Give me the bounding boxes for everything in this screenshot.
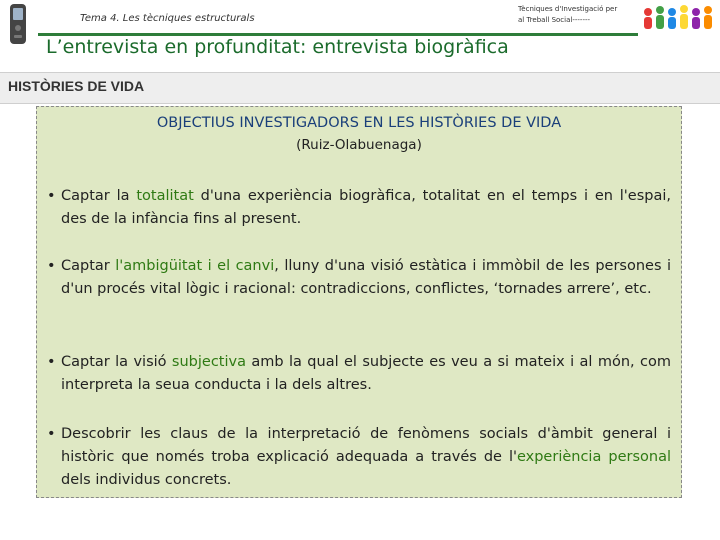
bullet-item: • Captar l'ambigüitat i el canvi, lluny d'una visió estàtica i immòbil de les persones i d'un procés vital lògic i racional: contradiccions, conflictes, ‘tornades arrere’, etc. — [49, 255, 671, 301]
box-subtitle: (Ruiz-Olabuenaga) — [296, 137, 422, 153]
voice-recorder-icon — [6, 2, 30, 46]
bullet-item: • Captar la totalitat d'una experiència biogràfica, totalitat en el temps i en l'espai, des de la infància fins al present. — [49, 185, 671, 231]
section-heading: HISTÒRIES DE VIDA — [8, 78, 145, 94]
page-title: L’entrevista en profunditat: entrevista biogràfica — [46, 36, 509, 58]
people-group-icon — [640, 0, 720, 34]
bullet-item: • Captar la visió subjectiva amb la qual el subjecte es veu a si mateix i al món, com interpreta la seua conducta i la dels altres. — [49, 351, 671, 397]
bullet-icon: • — [47, 258, 56, 274]
bullet-icon: • — [47, 426, 56, 442]
bullet-icon: • — [47, 188, 56, 204]
topic-label: Tema 4. Les tècniques estructurals — [80, 13, 255, 24]
bullet-item: • Descobrir les claus de la interpretació de fenòmens socials d'àmbit general i històric que només troba explicació adequada a través de l'experiència personal dels individus concrets. — [49, 423, 671, 492]
bullet-icon: • — [47, 354, 56, 370]
objectives-box — [36, 106, 682, 498]
box-title: OBJECTIUS INVESTIGADORS EN LES HISTÒRIES DE VIDA — [156, 115, 562, 131]
course-label: Tècniques d'Investigació per al Treball Social------- — [518, 5, 618, 24]
